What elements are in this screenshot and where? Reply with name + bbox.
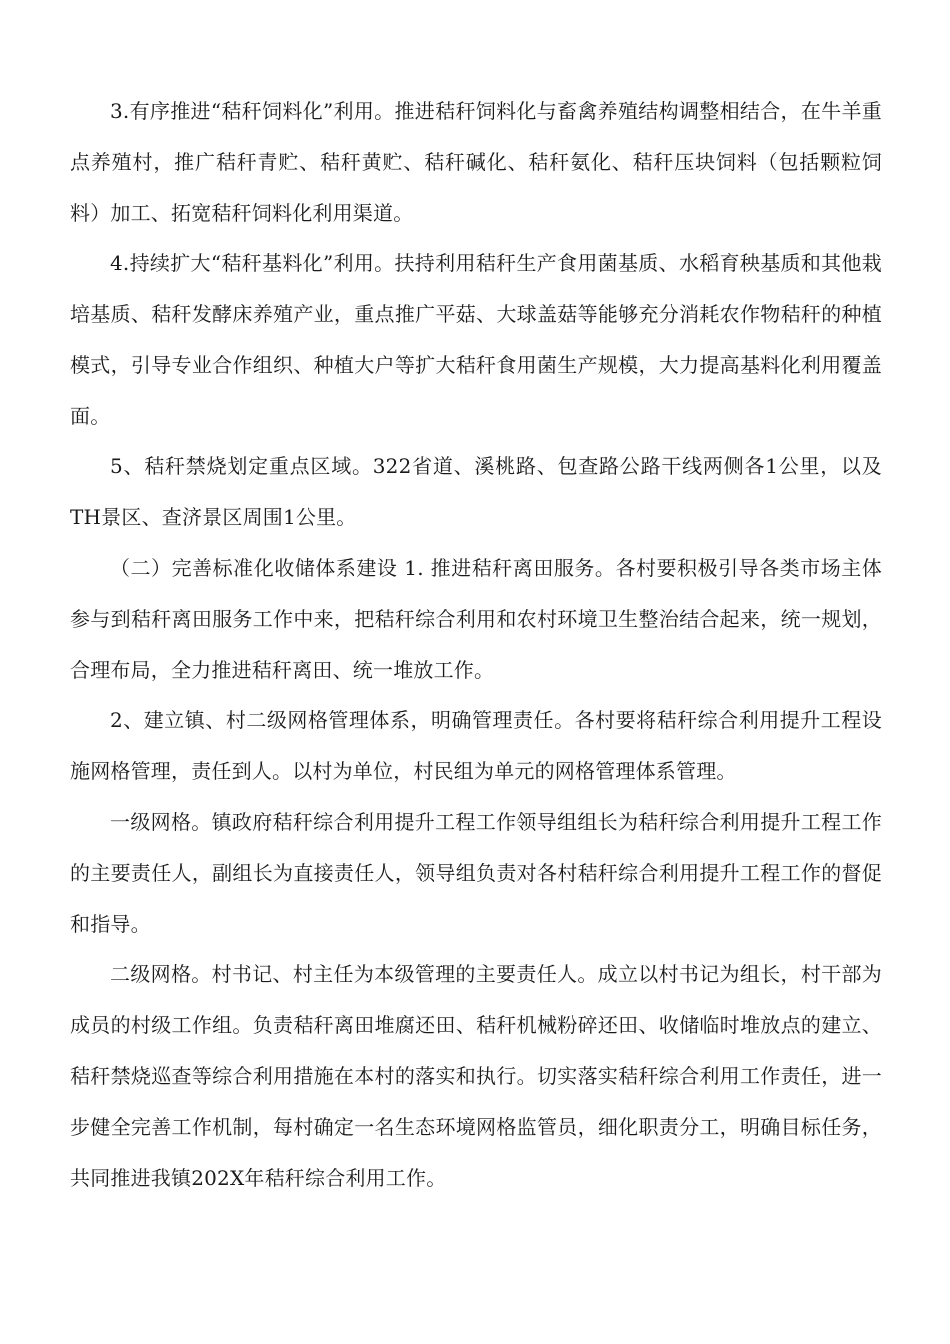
- paragraph-level-one-grid: 一级网格。镇政府秸秆综合利用提升工程工作领导组组长为秸秆综合利用提升工程工作的主要责任人，副组长为直接责任人，领导组负责对各村秸秆综合利用提升工程工作的督促和指导。: [70, 810, 882, 936]
- paragraph-straw-substrate: 4.持续扩大“秸秆基料化”利用。扶持利用秸秆生产食用菌基质、水稻育秧基质和其他栽培基质、秸秆发酵床养殖产业，重点推广平菇、大球盖菇等能够充分消耗农作物秸秆的种植模式，引导专业合作组织、种植大户等扩大秸秆食用菌生产规模，大力提高基料化利用覆盖面。: [70, 251, 882, 428]
- paragraph-grid-management: 2、建立镇、村二级网格管理体系，明确管理责任。各村要将秸秆综合利用提升工程设施网格管理，责任到人。以村为单位，村民组为单元的网格管理体系管理。: [70, 708, 882, 783]
- paragraph-storage-system: （二）完善标准化收储体系建设 1. 推进秸秆离田服务。各村要积极引导各类市场主体参与到秸秆离田服务工作中来，把秸秆综合利用和农村环境卫生整治结合起来，统一规划，合理布局，全力推进秸秆离田、统一堆放工作。: [70, 556, 882, 682]
- paragraph-level-two-grid: 二级网格。村书记、村主任为本级管理的主要责任人。成立以村书记为组长，村干部为成员的村级工作组。负责秸秆离田堆腐还田、秸秆机械粉碎还田、收储临时堆放点的建立、秸秆禁烧巡查等综合利用措施在本村的落实和执行。切实落实秸秆综合利用工作责任，进一步健全完善工作机制，每村确定一名生态环境网格监管员，细化职责分工，明确目标任务，共同推进我镇202X年秸秆综合利用工作。: [70, 962, 882, 1190]
- paragraph-burning-ban-zones: 5、秸秆禁烧划定重点区域。322省道、溪桃路、包查路公路干线两侧各1公里，以及TH景区、查济景区周围1公里。: [70, 454, 882, 529]
- paragraph-straw-feed: 3.有序推进“秸秆饲料化”利用。推进秸秆饲料化与畜禽养殖结构调整相结合，在牛羊重点养殖村，推广秸秆青贮、秸秆黄贮、秸秆碱化、秸秆氨化、秸秆压块饲料（包括颗粒饲料）加工、拓宽秸秆饲料化利用渠道。: [70, 99, 882, 225]
